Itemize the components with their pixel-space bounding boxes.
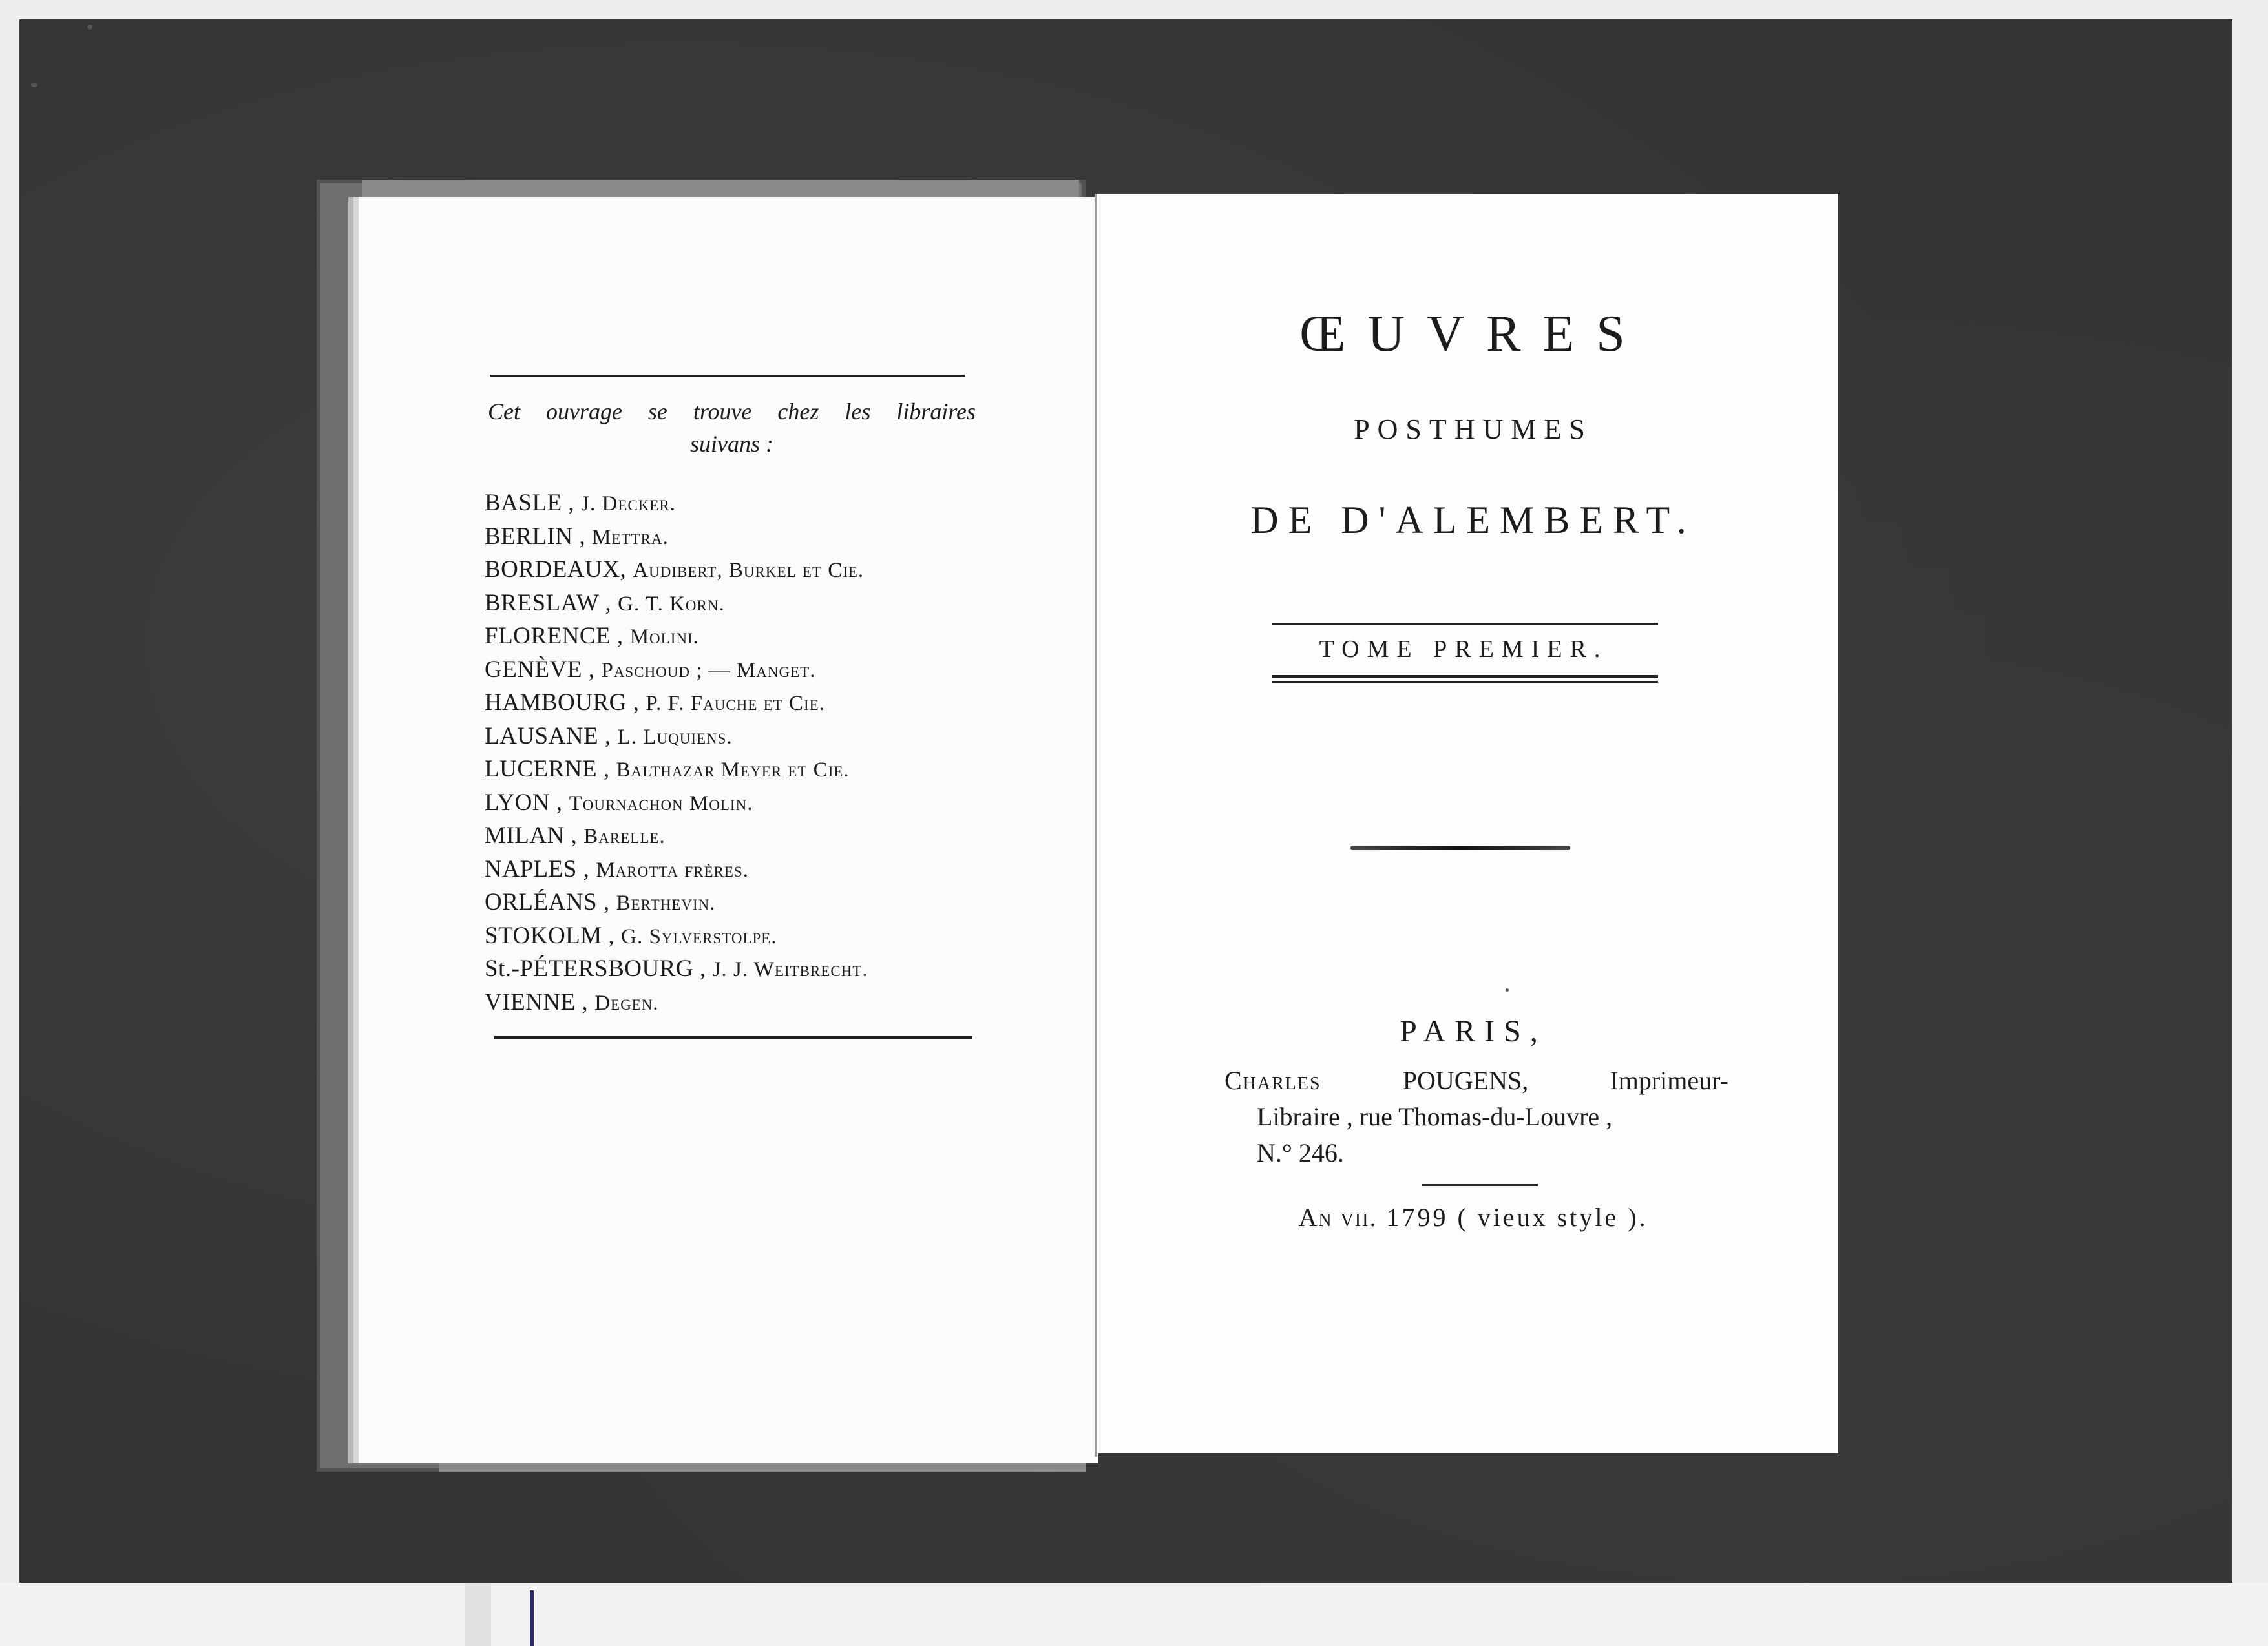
bookseller-city: BERLIN , xyxy=(485,523,586,550)
title-ornament xyxy=(1350,846,1570,850)
bookseller-entry xyxy=(485,919,989,953)
imprint-city: PARIS, xyxy=(1400,1014,1547,1048)
scan-speck xyxy=(87,25,92,30)
bookseller-entry xyxy=(485,786,989,820)
imprint-date xyxy=(1195,1198,1751,1237)
bookseller-entry xyxy=(485,886,989,919)
bookseller-dealer: Marotta frères. xyxy=(596,858,749,882)
bookseller-city: FLORENCE , xyxy=(485,623,624,649)
publisher-name-rest: POUGENS, Imprimeur- xyxy=(1402,1066,1728,1095)
bookseller-entry xyxy=(485,553,989,587)
book-title: ŒUVRES xyxy=(1299,306,1647,362)
bookseller-entry xyxy=(485,486,989,520)
publisher-line-2: Libraire , rue Thomas-du-Louvre , xyxy=(1257,1102,1613,1131)
bookseller-dealer: J. J. Weitbrecht. xyxy=(712,958,868,981)
bookseller-entry xyxy=(485,952,989,986)
bookseller-city: LYON , xyxy=(485,789,563,816)
scan-speck xyxy=(31,83,37,87)
bookseller-entry xyxy=(485,520,989,554)
volume-bottom-rule xyxy=(1272,675,1658,678)
bookseller-dealer: Barelle. xyxy=(583,825,666,848)
book-author: DE D'ALEMBERT. xyxy=(1250,499,1696,541)
bookseller-city: BORDEAUX, xyxy=(485,556,627,583)
bookseller-dealer: Tournachon Molin. xyxy=(569,791,753,815)
volume-bottom-rule-2 xyxy=(1272,681,1658,683)
book-subtitle: POSTHUMES xyxy=(1354,413,1593,445)
bookseller-dealer: G. Sylverstolpe. xyxy=(621,924,777,948)
notice-line-2: suivans : xyxy=(690,431,773,457)
bookseller-entry xyxy=(485,686,989,720)
bookseller-dealer: Paschoud ; — Manget. xyxy=(601,658,816,682)
volume-top-rule xyxy=(1272,623,1658,625)
publisher-line-1 xyxy=(1224,1063,1728,1099)
bookseller-dealer: Molini. xyxy=(629,625,699,649)
imprint-rule xyxy=(1422,1184,1538,1186)
bookseller-city: St.-PÉTERSBOURG , xyxy=(485,955,706,982)
bookseller-entry xyxy=(485,587,989,620)
bookseller-city: VIENNE , xyxy=(485,988,589,1016)
bookseller-city: HAMBOURG , xyxy=(485,689,640,716)
bookseller-dealer: J. Decker. xyxy=(581,492,677,516)
cover-edge-top xyxy=(362,180,1079,198)
bookseller-notice xyxy=(488,395,976,460)
bookseller-dealer: Balthazar Meyer et Cie. xyxy=(616,758,850,782)
date-gregorian: 1799 ( vieux style ). xyxy=(1386,1203,1648,1232)
publisher-first-name: Charles xyxy=(1224,1066,1321,1095)
bookseller-entry xyxy=(485,753,989,786)
bookseller-city: STOKOLM , xyxy=(485,922,615,949)
scan-speck xyxy=(1506,988,1509,992)
bookseller-city: LAUSANE , xyxy=(485,722,611,749)
right-page xyxy=(1095,194,1838,1453)
bookseller-entry xyxy=(485,653,989,687)
bookseller-dealer: Audibert, Burkel et Cie. xyxy=(633,559,865,582)
left-bottom-rule xyxy=(494,1036,972,1039)
bookseller-city: LUCERNE , xyxy=(485,756,610,782)
bookseller-city: BRESLAW , xyxy=(485,589,612,616)
bookseller-dealer: Berthevin. xyxy=(616,891,716,915)
bookseller-dealer: P. F. Fauche et Cie. xyxy=(646,692,825,715)
publisher-line-3: N.° 246. xyxy=(1257,1138,1344,1167)
imprint-publisher xyxy=(1224,1063,1728,1171)
scanner-margin xyxy=(0,1583,2268,1646)
date-year-of-republic: An vii. xyxy=(1298,1203,1378,1232)
volume-label: TOME PREMIER. xyxy=(1319,636,1608,663)
bookseller-entry xyxy=(485,819,989,853)
bookseller-city: GENÈVE , xyxy=(485,656,595,683)
bookseller-city: ORLÉANS , xyxy=(485,889,610,915)
scanner-mark xyxy=(530,1590,534,1646)
book-gutter xyxy=(1095,194,1097,1457)
bookseller-dealer: Degen. xyxy=(594,991,659,1015)
bookseller-list xyxy=(485,486,989,1019)
bookseller-city: NAPLES , xyxy=(485,855,590,882)
bookseller-entry xyxy=(485,986,989,1019)
bookseller-dealer: L. Luquiens. xyxy=(617,725,733,749)
bookseller-dealer: Mettra. xyxy=(592,525,669,549)
bookseller-dealer: G. T. Korn. xyxy=(618,592,725,616)
bookseller-city: MILAN , xyxy=(485,822,578,849)
bookseller-entry xyxy=(485,720,989,753)
left-top-rule xyxy=(490,375,965,377)
scanner-fold-shadow xyxy=(465,1583,491,1646)
notice-line-1: Cet ouvrage se trouve chez les libraires xyxy=(488,399,976,424)
bookseller-entry xyxy=(485,853,989,886)
bookseller-entry xyxy=(485,620,989,653)
bookseller-city: BASLE , xyxy=(485,490,575,516)
